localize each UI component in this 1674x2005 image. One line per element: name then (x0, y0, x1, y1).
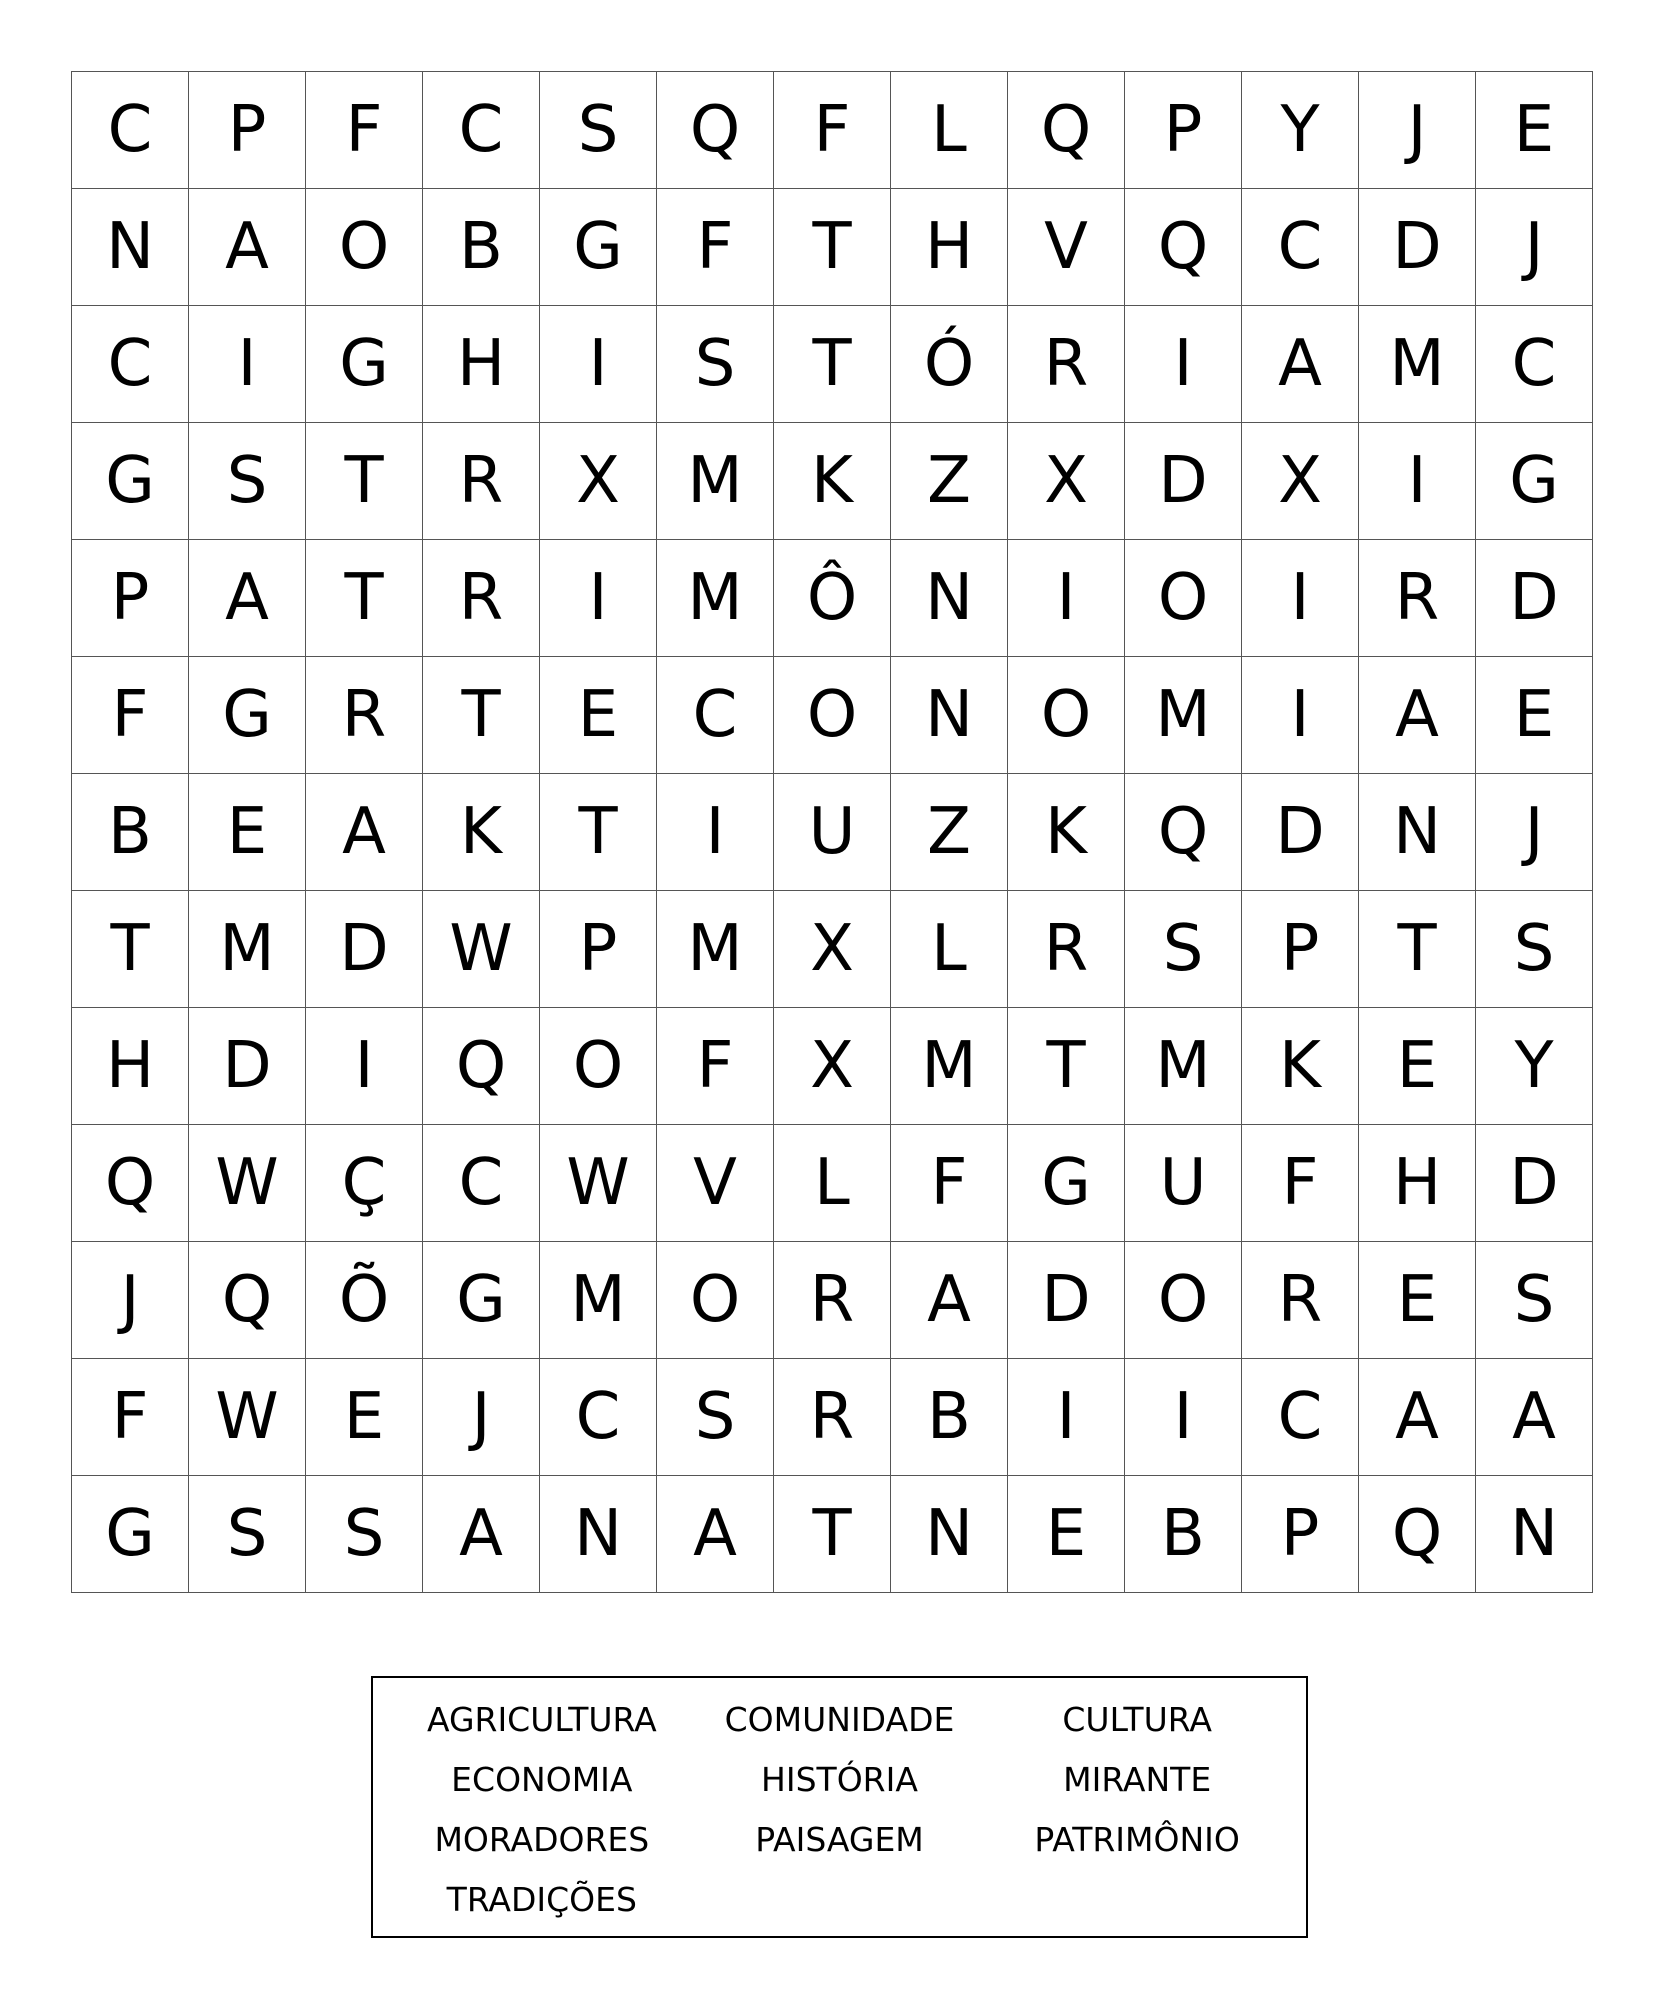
grid-cell[interactable]: A (657, 1476, 774, 1593)
grid-cell[interactable]: I (1125, 306, 1242, 423)
grid-cell[interactable]: S (657, 306, 774, 423)
grid-cell[interactable]: M (891, 1008, 1008, 1125)
grid-cell[interactable]: P (1125, 72, 1242, 189)
grid-cell[interactable]: Y (1476, 1008, 1593, 1125)
grid-cell[interactable]: V (657, 1125, 774, 1242)
grid-cell[interactable]: L (891, 72, 1008, 189)
grid-cell[interactable]: R (1359, 540, 1476, 657)
grid-cell[interactable]: X (1008, 423, 1125, 540)
word-list-item: TRADIÇÕES (446, 1880, 637, 1919)
grid-cell[interactable]: Q (189, 1242, 306, 1359)
grid-cell[interactable]: O (1125, 1242, 1242, 1359)
grid-cell[interactable]: N (891, 1476, 1008, 1593)
grid-cell[interactable]: F (891, 1125, 1008, 1242)
grid-cell[interactable]: T (306, 423, 423, 540)
grid-cell[interactable]: F (657, 189, 774, 306)
grid-cell[interactable]: O (1008, 657, 1125, 774)
grid-cell[interactable]: N (72, 189, 189, 306)
grid-cell[interactable]: Q (423, 1008, 540, 1125)
grid-cell[interactable]: C (1476, 306, 1593, 423)
grid-cell[interactable]: A (1359, 1359, 1476, 1476)
grid-cell[interactable]: Ç (306, 1125, 423, 1242)
grid-cell[interactable]: I (306, 1008, 423, 1125)
grid-cell[interactable]: Q (1125, 189, 1242, 306)
grid-row (72, 189, 1593, 306)
grid-cell[interactable]: I (1242, 657, 1359, 774)
grid-cell[interactable]: T (774, 189, 891, 306)
grid-row (72, 306, 1593, 423)
grid-cell[interactable]: J (72, 1242, 189, 1359)
grid-cell[interactable]: W (189, 1359, 306, 1476)
grid-cell[interactable]: T (1008, 1008, 1125, 1125)
grid-cell[interactable]: E (189, 774, 306, 891)
grid-row (72, 774, 1593, 891)
grid-cell[interactable]: Ó (891, 306, 1008, 423)
grid-cell[interactable]: O (774, 657, 891, 774)
grid-cell[interactable]: Y (1242, 72, 1359, 189)
grid-cell[interactable]: B (891, 1359, 1008, 1476)
grid-cell[interactable]: G (540, 189, 657, 306)
grid-cell[interactable]: M (657, 891, 774, 1008)
grid-cell[interactable]: S (189, 423, 306, 540)
word-list-item: MIRANTE (1063, 1760, 1212, 1799)
grid-cell[interactable]: Z (891, 774, 1008, 891)
grid-cell[interactable]: D (189, 1008, 306, 1125)
grid-cell[interactable]: I (1242, 540, 1359, 657)
grid-cell[interactable]: D (1476, 540, 1593, 657)
grid-cell[interactable]: I (1359, 423, 1476, 540)
grid-cell[interactable]: D (1359, 189, 1476, 306)
grid-cell[interactable]: Q (657, 72, 774, 189)
grid-cell[interactable]: C (657, 657, 774, 774)
word-list-item: MORADORES (434, 1820, 650, 1859)
grid-cell[interactable]: W (423, 891, 540, 1008)
grid-cell[interactable]: F (72, 1359, 189, 1476)
grid-cell[interactable]: S (657, 1359, 774, 1476)
grid-cell[interactable]: T (1359, 891, 1476, 1008)
grid-row (72, 1008, 1593, 1125)
grid-cell[interactable]: S (306, 1476, 423, 1593)
grid-cell[interactable]: W (540, 1125, 657, 1242)
word-list-item: HISTÓRIA (761, 1760, 918, 1799)
grid-row (72, 1476, 1593, 1593)
grid-cell[interactable]: R (1242, 1242, 1359, 1359)
grid-cell[interactable]: K (1008, 774, 1125, 891)
grid-cell[interactable]: Õ (306, 1242, 423, 1359)
word-list-item: ECONOMIA (451, 1760, 633, 1799)
grid-cell[interactable]: I (1008, 1359, 1125, 1476)
grid-cell[interactable]: A (189, 189, 306, 306)
grid-cell[interactable]: N (1476, 1476, 1593, 1593)
grid-cell[interactable]: G (72, 1476, 189, 1593)
grid-cell[interactable]: P (540, 891, 657, 1008)
grid-cell[interactable]: I (189, 306, 306, 423)
grid-cell[interactable]: B (72, 774, 189, 891)
grid-cell[interactable]: O (657, 1242, 774, 1359)
word-list-item: COMUNIDADE (724, 1700, 955, 1739)
grid-cell[interactable]: C (423, 72, 540, 189)
grid-cell[interactable]: S (1476, 891, 1593, 1008)
grid-cell[interactable]: R (1008, 306, 1125, 423)
grid-cell[interactable]: F (657, 1008, 774, 1125)
grid-cell[interactable]: T (540, 774, 657, 891)
grid-cell[interactable]: S (189, 1476, 306, 1593)
grid-cell[interactable]: T (72, 891, 189, 1008)
grid-cell[interactable]: E (1476, 72, 1593, 189)
grid-cell[interactable]: R (306, 657, 423, 774)
grid-cell[interactable]: N (1359, 774, 1476, 891)
grid-cell[interactable]: T (306, 540, 423, 657)
grid-cell[interactable]: Q (1008, 72, 1125, 189)
word-list-item: AGRICULTURA (426, 1700, 657, 1739)
grid-cell[interactable]: A (1359, 657, 1476, 774)
grid-cell[interactable]: D (1125, 423, 1242, 540)
grid-cell[interactable]: R (774, 1359, 891, 1476)
grid-cell[interactable]: S (1125, 891, 1242, 1008)
grid-cell[interactable]: E (306, 1359, 423, 1476)
grid-cell[interactable]: H (423, 306, 540, 423)
grid-row (72, 657, 1593, 774)
grid-cell[interactable]: A (1242, 306, 1359, 423)
grid-cell[interactable]: M (1125, 657, 1242, 774)
grid-cell[interactable]: R (774, 1242, 891, 1359)
grid-cell[interactable]: T (774, 1476, 891, 1593)
grid-cell[interactable]: A (1476, 1359, 1593, 1476)
grid-cell[interactable]: R (1008, 891, 1125, 1008)
grid-cell[interactable]: C (1242, 1359, 1359, 1476)
grid-cell[interactable]: E (540, 657, 657, 774)
grid-cell[interactable]: M (657, 423, 774, 540)
grid-cell[interactable]: D (306, 891, 423, 1008)
grid-cell[interactable]: P (72, 540, 189, 657)
grid-cell[interactable]: Ô (774, 540, 891, 657)
grid-cell[interactable]: P (1242, 1476, 1359, 1593)
grid-cell[interactable]: C (1242, 189, 1359, 306)
word-list-item: PATRIMÔNIO (1034, 1820, 1240, 1859)
word-list-box (371, 1676, 1308, 1938)
grid-cell[interactable]: C (72, 72, 189, 189)
grid-cell[interactable]: M (1359, 306, 1476, 423)
grid-cell[interactable]: F (774, 72, 891, 189)
grid-cell[interactable]: T (774, 306, 891, 423)
grid-cell[interactable]: Q (1125, 774, 1242, 891)
grid-cell[interactable]: E (1359, 1242, 1476, 1359)
grid-cell[interactable]: A (189, 540, 306, 657)
grid-cell[interactable]: J (1476, 774, 1593, 891)
grid-cell[interactable]: E (1476, 657, 1593, 774)
grid-row (72, 891, 1593, 1008)
grid-cell[interactable]: W (189, 1125, 306, 1242)
grid-row (72, 423, 1593, 540)
grid-cell[interactable]: Q (72, 1125, 189, 1242)
grid-cell[interactable]: D (1008, 1242, 1125, 1359)
grid-row (72, 1125, 1593, 1242)
grid-cell[interactable]: C (423, 1125, 540, 1242)
grid-cell[interactable]: Z (891, 423, 1008, 540)
grid-cell[interactable]: H (891, 189, 1008, 306)
grid-cell[interactable]: G (189, 657, 306, 774)
grid-cell[interactable]: J (1359, 72, 1476, 189)
grid-cell[interactable]: I (540, 540, 657, 657)
grid-cell[interactable]: N (891, 540, 1008, 657)
grid-cell[interactable]: I (1008, 540, 1125, 657)
grid-cell[interactable]: X (774, 891, 891, 1008)
grid-cell[interactable]: E (1359, 1008, 1476, 1125)
grid-cell[interactable]: M (189, 891, 306, 1008)
grid-cell[interactable]: R (423, 423, 540, 540)
grid-cell[interactable]: K (774, 423, 891, 540)
grid-cell[interactable]: I (1125, 1359, 1242, 1476)
grid-cell[interactable]: S (540, 72, 657, 189)
grid-cell[interactable]: L (774, 1125, 891, 1242)
grid-cell[interactable]: F (72, 657, 189, 774)
grid-cell[interactable]: P (1242, 891, 1359, 1008)
grid-cell[interactable]: T (423, 657, 540, 774)
grid-cell[interactable]: Q (1359, 1476, 1476, 1593)
grid-cell[interactable]: I (657, 774, 774, 891)
grid-cell[interactable]: D (1242, 774, 1359, 891)
grid-cell[interactable]: G (423, 1242, 540, 1359)
grid-cell[interactable]: O (306, 189, 423, 306)
grid-cell[interactable]: K (1242, 1008, 1359, 1125)
grid-cell[interactable]: J (423, 1359, 540, 1476)
grid-cell[interactable]: F (1242, 1125, 1359, 1242)
grid-cell[interactable]: K (423, 774, 540, 891)
grid-cell[interactable]: G (1008, 1125, 1125, 1242)
grid-cell[interactable]: X (1242, 423, 1359, 540)
grid-cell[interactable]: R (423, 540, 540, 657)
grid-cell[interactable]: U (774, 774, 891, 891)
grid-cell[interactable]: L (891, 891, 1008, 1008)
grid-cell[interactable]: M (1125, 1008, 1242, 1125)
grid-cell[interactable]: F (306, 72, 423, 189)
grid-cell[interactable]: M (657, 540, 774, 657)
grid-cell[interactable]: I (540, 306, 657, 423)
grid-cell[interactable]: N (891, 657, 1008, 774)
grid-cell[interactable]: E (1008, 1476, 1125, 1593)
grid-cell[interactable]: N (540, 1476, 657, 1593)
grid-cell[interactable]: B (1125, 1476, 1242, 1593)
grid-cell[interactable]: G (1476, 423, 1593, 540)
grid-cell[interactable]: A (306, 774, 423, 891)
grid-cell[interactable]: O (1125, 540, 1242, 657)
grid-cell[interactable]: O (540, 1008, 657, 1125)
grid-cell[interactable]: A (423, 1476, 540, 1593)
word-list-item: CULTURA (1062, 1700, 1212, 1739)
grid-cell[interactable]: G (72, 423, 189, 540)
grid-cell[interactable]: M (540, 1242, 657, 1359)
grid-cell[interactable]: B (423, 189, 540, 306)
grid-row (72, 1359, 1593, 1476)
grid-cell[interactable]: U (1125, 1125, 1242, 1242)
grid-row (72, 1242, 1593, 1359)
grid-cell[interactable]: P (189, 72, 306, 189)
grid-cell[interactable]: G (306, 306, 423, 423)
grid-cell[interactable]: H (72, 1008, 189, 1125)
word-search-grid (71, 71, 1593, 1593)
grid-cell[interactable]: H (1359, 1125, 1476, 1242)
grid-cell[interactable]: D (1476, 1125, 1593, 1242)
grid-row (72, 72, 1593, 189)
grid-cell[interactable]: X (540, 423, 657, 540)
grid-cell[interactable]: C (540, 1359, 657, 1476)
grid-cell[interactable]: C (72, 306, 189, 423)
grid-cell[interactable]: V (1008, 189, 1125, 306)
grid-cell[interactable]: J (1476, 189, 1593, 306)
word-list (373, 1690, 1306, 1930)
grid-cell[interactable]: X (774, 1008, 891, 1125)
word-list-item: PAISAGEM (755, 1820, 924, 1859)
grid-row (72, 540, 1593, 657)
grid-cell[interactable]: A (891, 1242, 1008, 1359)
grid-cell[interactable]: S (1476, 1242, 1593, 1359)
